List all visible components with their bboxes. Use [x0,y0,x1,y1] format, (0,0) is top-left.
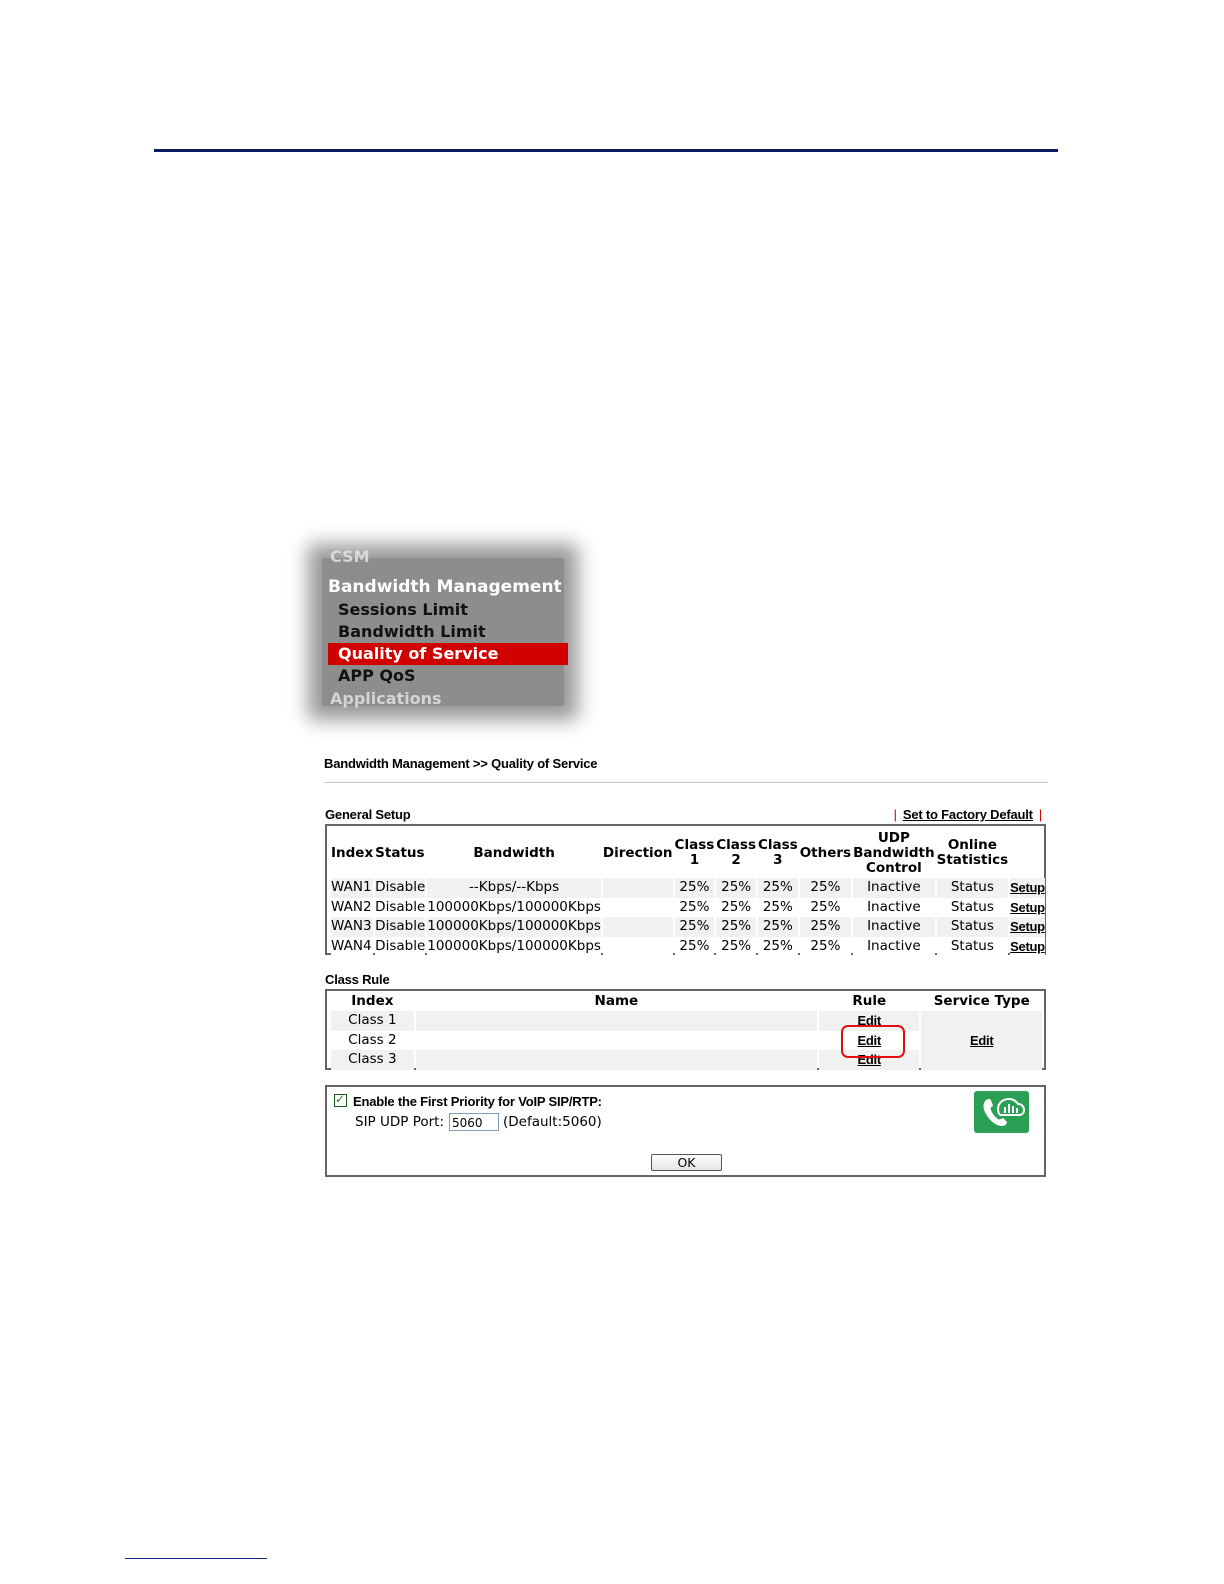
breadcrumb: Bandwidth Management >> Quality of Service [324,756,598,771]
service-type-edit-link[interactable]: Edit [970,1032,994,1048]
wan-online-status: Status [937,937,1009,957]
wan-direction [603,898,673,918]
menu-item-bandwidth-limit[interactable]: Bandwidth Limit [338,622,486,641]
wan-class1: 25% [675,878,715,898]
menu-fragment [304,548,582,718]
side-menu [322,547,564,708]
table-header-row [331,828,1045,878]
col-header-direction: Direction [602,844,673,861]
wan-bandwidth: --Kbps/--Kbps [427,878,601,898]
service-type-cell [921,1011,1042,1070]
separator: | [893,807,897,822]
wan-class1: 25% [675,937,715,957]
col-header-rule: Rule [852,993,887,1009]
wan-class3: 25% [758,898,798,918]
general-setup-title: General Setup [325,807,411,822]
wan1-setup-link[interactable]: Setup [1010,878,1045,898]
col-header-index: Index [351,993,394,1009]
table-row [331,1011,1042,1031]
menu-item-sessions-limit[interactable]: Sessions Limit [338,600,468,619]
wan-others: 25% [800,917,851,937]
wan-class2: 25% [716,878,756,898]
menu-item-app-qos[interactable]: APP QoS [338,666,416,685]
wan-udp: Inactive [853,917,935,937]
wan-index: WAN1 [331,878,373,898]
ok-button[interactable]: OK [651,1154,722,1171]
voip-phone-icon-graphic [974,1091,1029,1133]
wan-class3: 25% [758,937,798,957]
wan-index: WAN3 [331,917,373,937]
voip-phone-icon [974,1091,1029,1133]
class1-rule-edit-link[interactable]: Edit [819,1011,919,1031]
menu-item-applications[interactable]: Applications [330,689,442,708]
wan-class2: 25% [716,917,756,937]
voip-priority-label: Enable the First Priority for VoIP SIP/RTP: [353,1094,602,1109]
wan-udp: Inactive [853,898,935,918]
wan-status: Disable [375,937,425,957]
table-row [331,878,1045,898]
wan-status: Disable [375,878,425,898]
class2-rule-edit-link[interactable]: Edit [857,1032,881,1048]
general-setup-box [325,824,1046,955]
sip-default-hint: (Default:5060) [503,1114,602,1130]
set-to-factory-default-link[interactable]: Set to Factory Default [902,807,1033,822]
wan-bandwidth: 100000Kbps/100000Kbps [427,937,601,957]
col-header-bandwidth: Bandwidth [473,844,555,861]
class-name [416,1031,817,1051]
col-header-index: Index [331,844,374,861]
wan-status: Disable [375,898,425,918]
col-header-status: Status [375,844,425,861]
check-mark-icon: ✓ [335,1092,346,1106]
wan3-setup-link[interactable]: Setup [1010,917,1045,937]
wan-others: 25% [800,937,851,957]
wan-class2: 25% [716,937,756,957]
wan-others: 25% [800,898,851,918]
wan2-setup-link[interactable]: Setup [1010,898,1045,918]
general-setup-table [329,828,1047,956]
wan-class3: 25% [758,917,798,937]
col-header-others: Others [799,844,852,861]
footer-rule [125,1558,267,1559]
class-rule-table [329,992,1044,1070]
menu-header-bandwidth-management[interactable]: Bandwidth Management [328,577,562,597]
wan-direction [603,878,673,898]
col-header-setup [1010,828,1045,878]
highlight-annotation [841,1025,905,1058]
class-name [416,1011,817,1031]
col-header-class2: Class 2 [716,837,756,868]
class-rule-title: Class Rule [325,972,390,987]
wan-class2: 25% [716,898,756,918]
sip-udp-port-input[interactable]: 5060 [449,1113,499,1131]
voip-priority-checkbox[interactable] [334,1094,347,1107]
wan-status: Disable [375,917,425,937]
wan-class1: 25% [675,917,715,937]
wan-class3: 25% [758,878,798,898]
col-header-online: Online Statistics [936,837,1009,868]
wan-udp: Inactive [853,878,935,898]
menu-item-csm[interactable]: CSM [330,547,370,566]
class-index: Class 2 [348,1031,397,1048]
table-row [331,917,1045,937]
wan-bandwidth: 100000Kbps/100000Kbps [427,917,601,937]
col-header-udp: UDP Bandwidth Control [853,829,935,876]
wan-bandwidth: 100000Kbps/100000Kbps [427,898,601,918]
wan-online-status: Status [937,878,1009,898]
header-rule [154,149,1058,152]
class-index: Class 3 [331,1050,414,1070]
wan-others: 25% [800,878,851,898]
class-rule-box [325,989,1046,1070]
col-header-name: Name [594,993,639,1009]
menu-item-quality-of-service[interactable]: Quality of Service [328,643,568,665]
class3-rule-edit-link[interactable]: Edit [819,1050,919,1070]
wan4-setup-link[interactable]: Setup [1010,937,1045,957]
wan-class1: 25% [675,898,715,918]
class-index: Class 1 [331,1011,414,1031]
wan-online-status: Status [937,917,1009,937]
table-row [331,898,1045,918]
sip-udp-port-label: SIP UDP Port: [355,1114,445,1130]
wan-direction [603,937,673,957]
voip-box [325,1085,1046,1177]
class-name [416,1050,817,1070]
factory-default-area [888,807,1048,822]
col-header-service-type: Service Type [933,993,1030,1009]
table-header-row [331,992,1042,1011]
wan-udp: Inactive [853,937,935,957]
wan-index: WAN4 [331,937,373,957]
wan-index: WAN2 [331,898,373,918]
col-header-class1: Class 1 [674,837,715,868]
separator: | [1038,807,1042,822]
col-header-class3: Class 3 [757,837,798,868]
breadcrumb-divider [324,782,1048,783]
wan-direction [603,917,673,937]
table-row [331,937,1045,957]
wan-online-status: Status [937,898,1009,918]
